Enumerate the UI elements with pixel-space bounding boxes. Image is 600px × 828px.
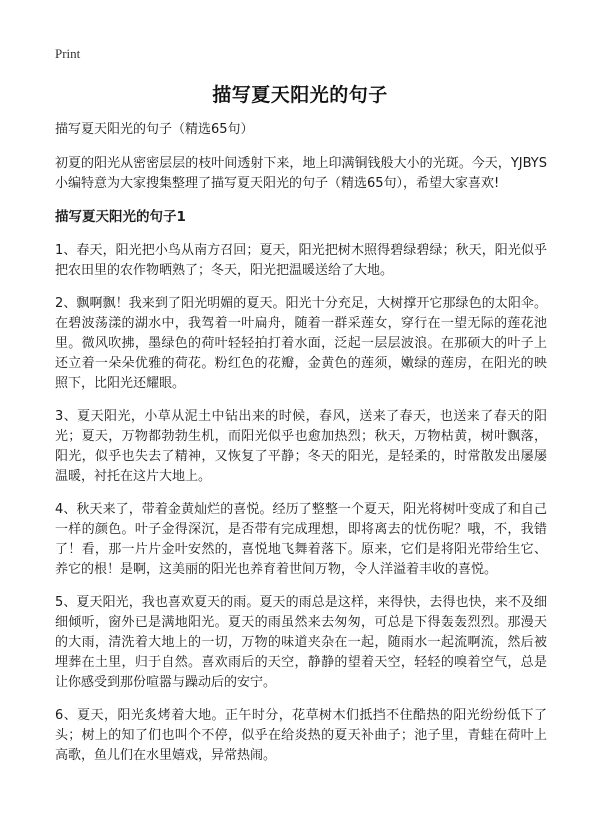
intro-paragraph: 初夏的阳光从密密层层的枝叶间透射下来，地上印满铜钱般大小的光斑。今天，YJBYS小编特意为大家搜集整理了描写夏天阳光的句子（精选65句），希望大家喜欢!: [55, 156, 547, 191]
article-paragraph-2: 2、飘啊飘！我来到了阳光明媚的夏天。阳光十分充足，大树撑开它那绿色的太阳伞。在碧波荡漾的湖水中，我驾着一叶扁舟，随着一群采莲女，穿行在一望无际的莲花池里。微风吹拂，墨绿色的荷叶轻轻拍打着水面，泛起一层层波浪。在那硕大的叶子上还立着一朵朵优雅的荷花。粉红色的花瓣，金黄色的莲须，嫩绿的莲房，在阳光的映照下，比阳光还耀眼。: [55, 296, 547, 391]
article-subtitle: 描写夏天阳光的句子（精选65句）: [55, 122, 254, 137]
article-body: [55, 120, 547, 779]
article-paragraph-5: 5、夏天阳光，我也喜欢夏天的雨。夏天的雨总是这样，来得快，去得也快，来不及细细倾听，窗外已是满地阳光。夏天的雨虽然来去匆匆，可总是下得轰轰烈烈。那漫天的大雨，清洗着大地上的一切，万物的味道夹杂在一起，随雨水一起流啊流，然后被埋葬在土里，归于自然。喜欢雨后的天空，静静的望着天空，轻轻的嗅着空气，总是让你感受到那份喧嚣与躁动后的安宁。: [55, 595, 547, 690]
section-heading: 描写夏天阳光的句子1: [55, 209, 186, 225]
article-paragraph-1: 1、春天，阳光把小鸟从南方召回；夏天，阳光把树木照得碧绿碧绿；秋天，阳光似乎把农田里的农作物晒熟了；冬天，阳光把温暖送给了大地。: [55, 243, 547, 278]
article-paragraph-3: 3、夏天阳光，小草从泥土中钻出来的时候，春风，送来了春天，也送来了春天的阳光；夏天，万物都勃勃生机，而阳光似乎也愈加热烈；秋天，万物枯黄，树叶飘落，阳光，似乎也失去了精神，又恢复了平静；冬天的阳光，是轻柔的，时常散发出屡屡温暖，衬托在这片大地上。: [55, 409, 547, 484]
print-link[interactable]: Print: [55, 46, 81, 61]
article-paragraph-4: 4、秋天来了，带着金黄灿烂的喜悦。经历了整整一个夏天，阳光将树叶变成了和自己一样的颜色。叶子金得深沉，是否带有完成理想，即将离去的忧伤呢？哦，不，我错了！看，那一片片金叶安然的，喜悦地飞舞着落下。原来，它们是将阳光带给生它、养它的根！是啊，这美丽的阳光也养育着世间万物，令人洋溢着丰收的喜悦。: [55, 502, 547, 577]
article-paragraph-6: 6、夏天，阳光炙烤着大地。正午时分，花草树木们抵挡不住酷热的阳光纷纷低下了头；树上的知了们也叫个不停，似乎在给炎热的夏天补曲子；池子里，青蛙在荷叶上高歌，鱼儿们在水里嬉戏，异常热闹。: [55, 708, 547, 763]
page-title: 描写夏天阳光的句子: [212, 84, 388, 106]
